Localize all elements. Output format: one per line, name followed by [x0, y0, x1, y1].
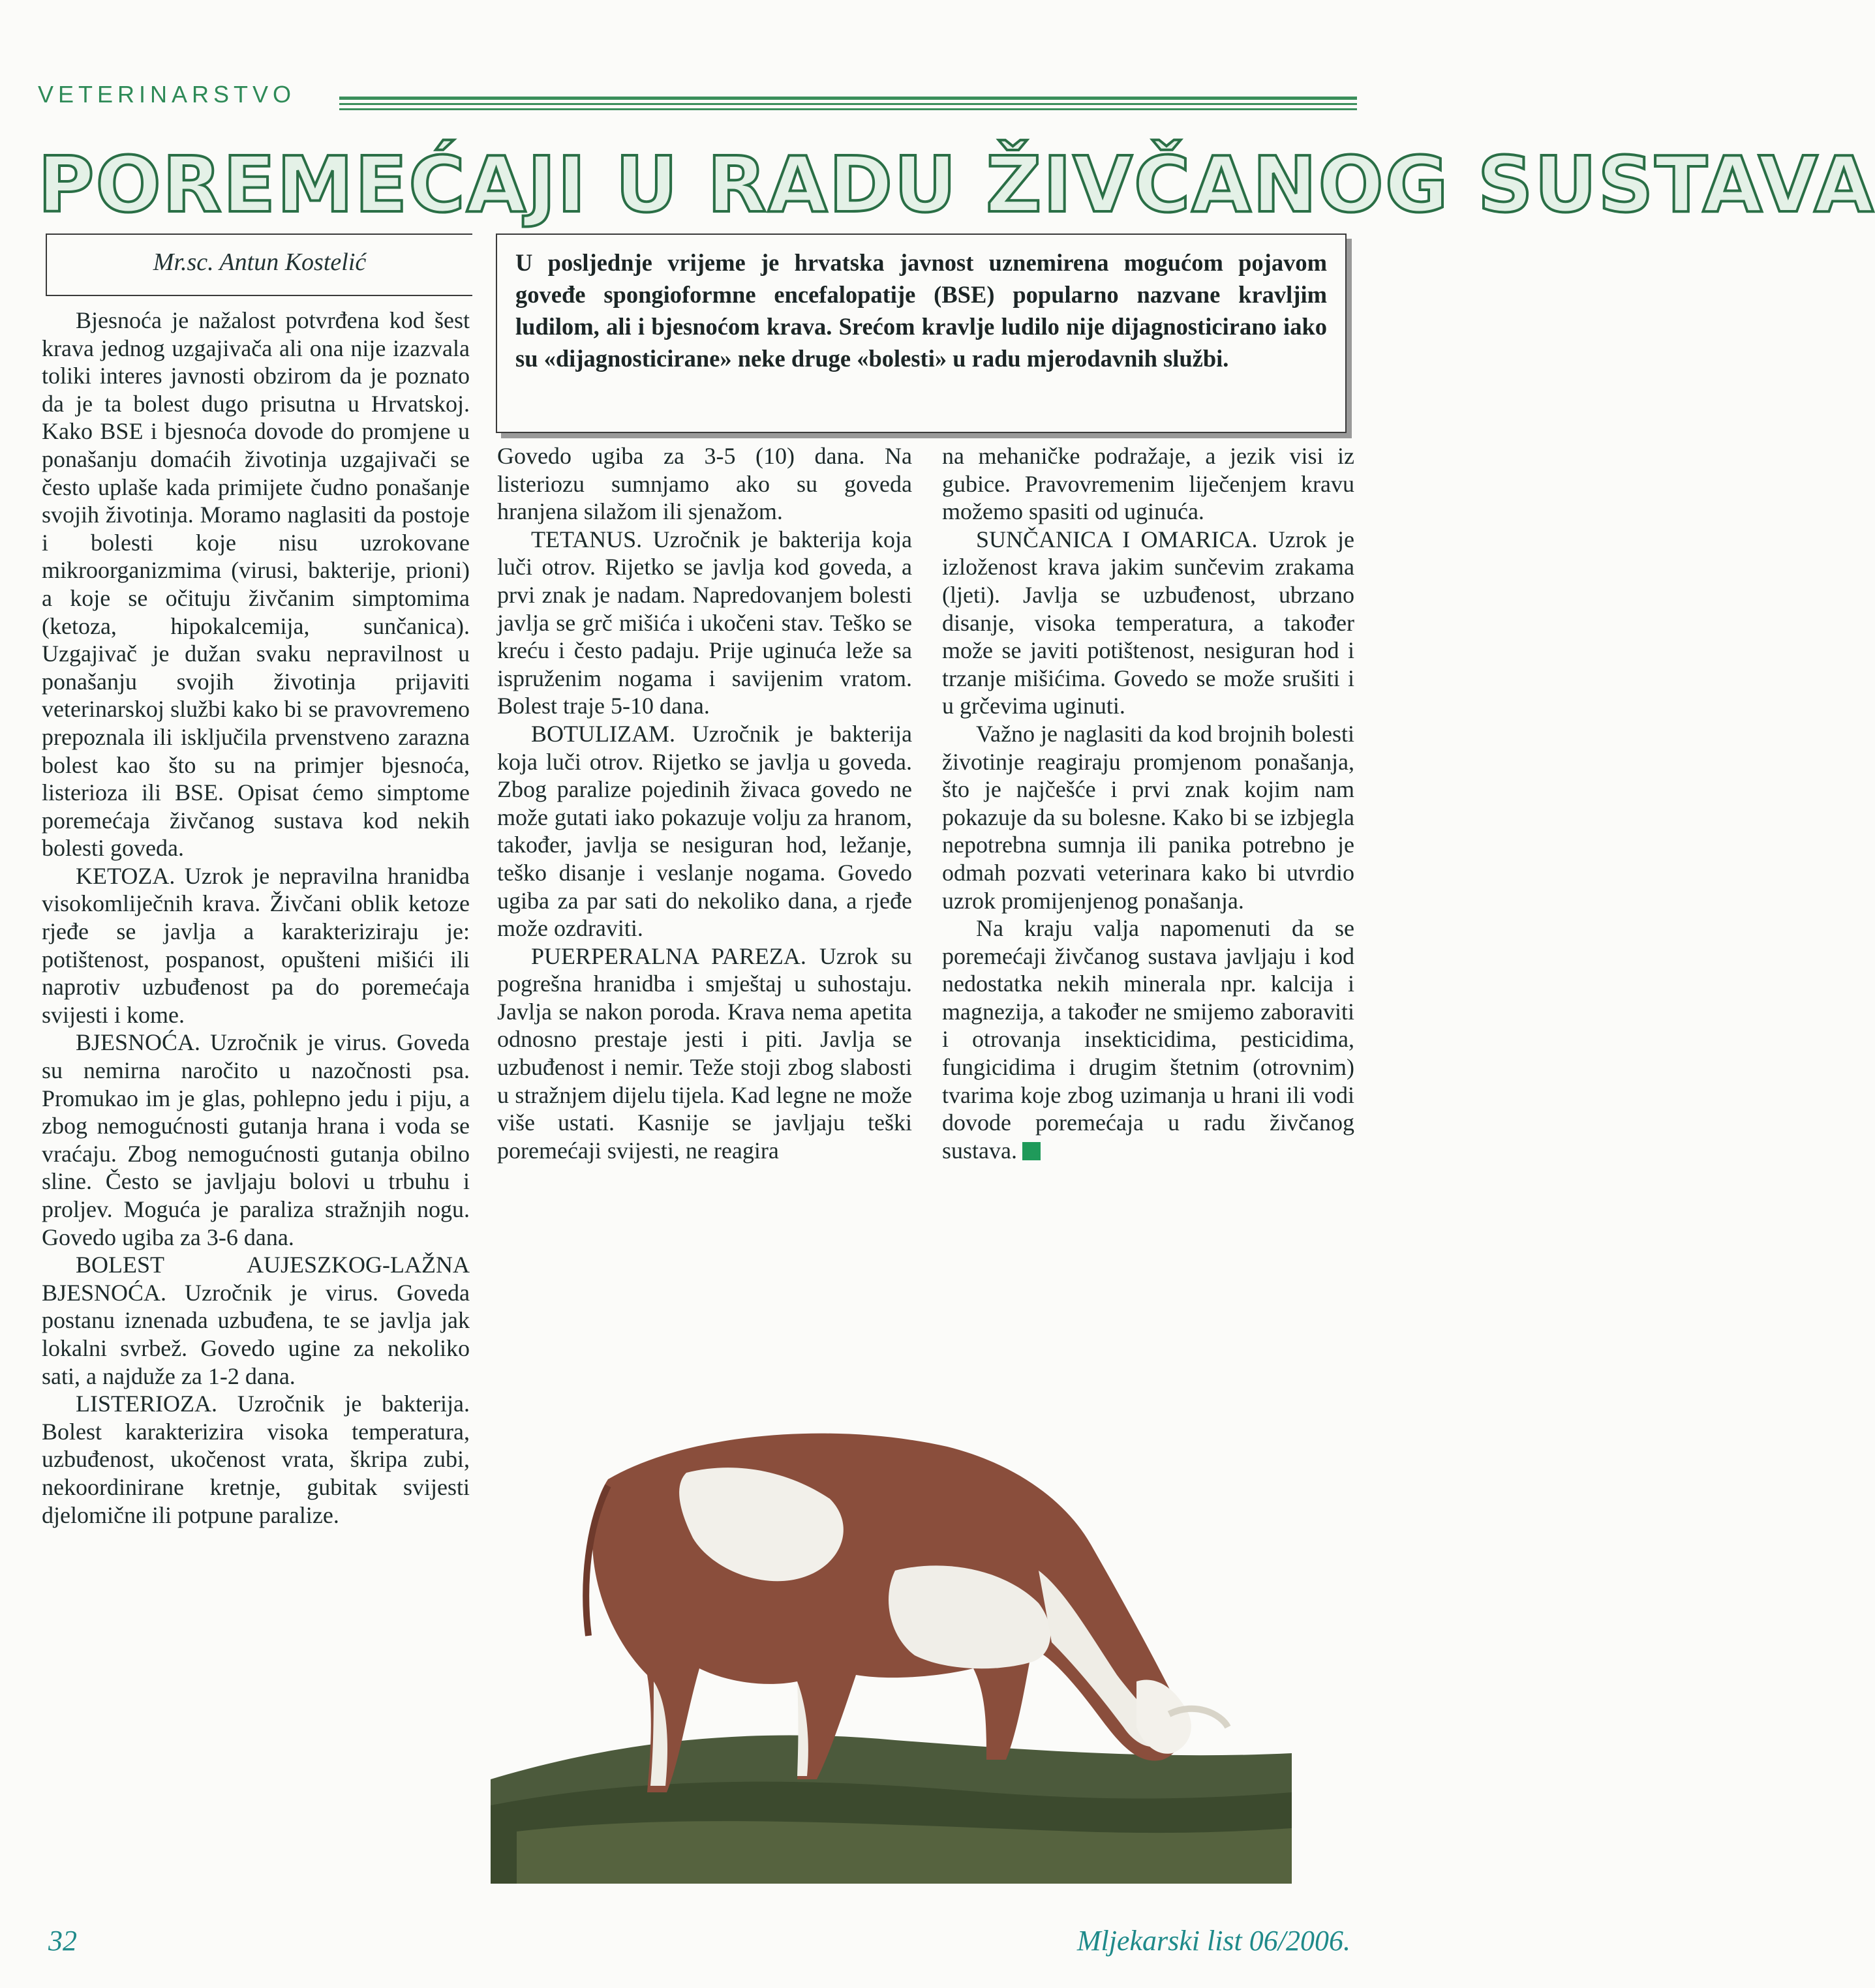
- paragraph-puerperalna-pareza: PUERPERALNA PAREZA. Uzrok su pogrešna hranidba i smještaj u suhostaju. Javlja se nakon poroda. Krava nema apetita odnosno prestaje jesti i piti. Javlja se uzbuđenost i nemir. Teže stoji zbog slabosti u stražnjem dijelu tijela. Kad legne ne može više ustati. Kasnije se javljaju teški poremećaji svijesti, ne reagira: [497, 942, 912, 1164]
- paragraph: Bjesnoća je nažalost potvrđena kod šest krava jednog uzgajivača ali ona nije izazvala toliki interes javnosti obzirom da je poznato da je ta bolest dugo prisutna u Hrvatskoj. Kako BSE i bjesnoća dovode do promjene u ponašanju domaćih životinja uzgajivači se često uplaše kada primijete čudno ponašanje svojih životinja. Moramo naglasiti da postoje i bolesti koje nisu uzrokovane mikroorganizmima (virusi, bakterije, prioni) a koje se očituju živčanim simptomima (ketoza, hipokalcemija, sunčanica). Uzgajivač je dužan svaku nepravilnost u ponašanju svojih životinja prijaviti veterinarskoj službi kako bi se pravovremeno prepoznala ili isključila prvenstveno zarazna bolest kao što su na primjer bjesnoća, listerioza ili BSE. Opisat ćemo simptome poremećaja živčanog sustava kod nekih bolesti goveda.: [42, 307, 470, 862]
- closing-text: Na kraju valja napomenuti da se poremećaji živčanog sustava javljaju i kod nedostatka nekih minerala npr. kalcija i magnezija, a također ne smijemo zaboraviti i otrovanja insekticidima, pesticidima, fungicidima i drugim štetnim (otrovnim) tvarima koje zbog uzimanja u hrani ili vodi dovode poremećaja u radu živčanog sustava.: [942, 915, 1354, 1164]
- paragraph: na mehaničke podražaje, a jezik visi iz gubice. Pravovremenim liječenjem kravu možemo spasiti od uginuća.: [942, 443, 1354, 525]
- author-box: [46, 233, 472, 296]
- header-rule-3: [339, 108, 1357, 110]
- text-column-1: [42, 307, 470, 1529]
- paragraph-suncanica: SUNČANICA I OMARICA. Uzrok je izloženost krava jakim sunčevim zrakama (ljeti). Javlja se uzbuđenost, ubrzano disanje, visoka temperatura, a također može se javiti potištenost, nesiguran hod i trzanje mišićima. Govedo se može srušiti i u grčevima uginuti.: [942, 526, 1354, 719]
- author-name: Mr.sc. Antun Kostelić: [153, 248, 367, 276]
- paragraph-botulizam: BOTULIZAM. Uzročnik je bakterija koja luči otrov. Rijetko se javlja u goveda. Zbog paralize pojedinih živaca govedo ne može gutati iako pokazuje volju za hranom, također, javlja se nesiguran hod, ležanje, teško disanje i veslanje nogama. Govedo ugiba za par sati do nekoliko dana, a rjeđe može ozdraviti.: [497, 720, 912, 942]
- section-label: VETERINARSTVO: [38, 81, 296, 108]
- paragraph: Važno je naglasiti da kod brojnih bolesti životinje reagiraju promjenom ponašanja, što je najčešće i prvi znak kojim nam pokazuje da su bolesne. Kako bi se izbjegla nepotrebna sumnja ili panika potrebno je odmah pozvati veterinara kako bi utvrdio uzrok promijenjenog ponašanja.: [942, 720, 1354, 914]
- lead-text: U posljednje vrijeme je hrvatska javnost uznemirena mogućom pojavom goveđe spongioformne encefalopatije (BSE) popularno nazvane kravljim ludilom, ali i bjesnoćom krava. Srećom kravlje ludilo nije dijagnosticirano iako su «dijagnosticirane» neke druge «bolesti» u radu mjerodavnih službi.: [515, 249, 1327, 372]
- header-rule-2: [339, 103, 1357, 105]
- paragraph-ketoza: KETOZA. Uzrok je nepravilna hranidba visokomliječnih krava. Živčani oblik ketoze rjeđe se javlja a karakteriziraju je: potištenost, pospanost, opušteni mišići ili naprotiv uzbuđenost pa do poremećaja svijesti i kome.: [42, 862, 470, 1028]
- lead-box: [496, 233, 1347, 433]
- journal-issue: Mljekarski list 06/2006.: [1076, 1925, 1350, 1957]
- article-title: POREMEĆAJI U RADU ŽIVČANOG SUSTAVA: [38, 140, 1875, 230]
- cow-photo: [491, 1375, 1292, 1884]
- end-of-article-mark: [1022, 1142, 1041, 1160]
- paragraph: Govedo ugiba za 3-5 (10) dana. Na listeriozu sumnjamo ako su goveda hranjena silažom ili sjenažom.: [497, 443, 912, 525]
- header-rule: [339, 97, 1357, 100]
- paragraph-closing: [942, 914, 1354, 1164]
- paragraph-listerioza: LISTERIOZA. Uzročnik je bakterija. Bolest karakterizira visoka temperatura, uzbuđenost, ukočenost vrata, škripa zubi, nekoordinirane kretnje, gubitak svijesti djelomične ili potpune paralize.: [42, 1391, 470, 1528]
- paragraph-tetanus: TETANUS. Uzročnik je bakterija koja luči otrov. Rijetko se javlja kod goveda, a prvi znak je nadam. Napredovanjem bolesti javlja se grč mišića i ukočeni stav. Teško se kreću i često padaju. Prije uginuća leže sa ispruženim nogama i savijenim vratom. Bolest traje 5-10 dana.: [497, 526, 912, 719]
- paragraph-aujeszky: BOLEST AUJESZKOG-LAŽNA BJESNOĆA. Uzročnik je virus. Goveda postanu iznenada uzbuđena, te se javlja jak lokalni svrbež. Govedo ugine za nekoliko sati, a najduže za 1-2 dana.: [42, 1252, 470, 1389]
- page-number: 32: [48, 1925, 77, 1957]
- text-column-3: [942, 442, 1354, 1164]
- text-column-2: [497, 442, 912, 1164]
- paragraph-bjesnoca: BJESNOĆA. Uzročnik je virus. Goveda su nemirna naročito u nazočnosti psa. Promukao im je glas, pohlepno jedu i piju, a zbog nemogućnosti gutanja hrana i voda se vraćaju. Zbog nemogućnosti gutanja obilno sline. Često se javljaju bolovi u trbuhu i proljev. Moguća je paraliza stražnjih nogu. Govedo ugiba za 3-6 dana.: [42, 1029, 470, 1250]
